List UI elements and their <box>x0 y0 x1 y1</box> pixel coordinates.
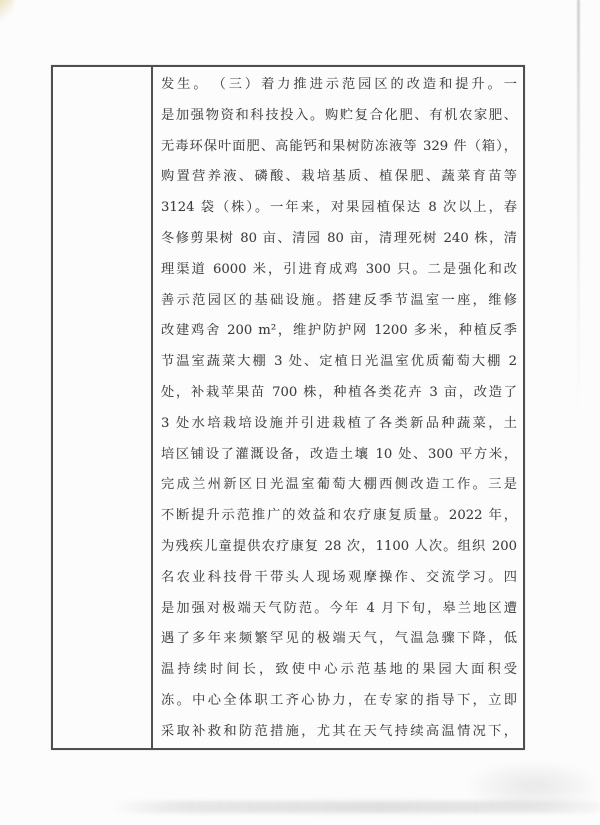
document-text-line: 善示范园区的基础设施。搭建反季节温室一座，维修 <box>161 292 517 308</box>
document-text-line: 采取补救和防范措施，尤其在天气持续高温情况下， <box>161 723 517 739</box>
document-text-line: 处，补栽苹果苗 700 株，种植各类花卉 3 亩，改造了 <box>161 384 517 400</box>
scan-artifact-bottom-right-shadow <box>468 762 598 810</box>
document-text-line: 3 处水培栽培设施并引进栽植了各类新品种蔬菜，土 <box>161 415 517 431</box>
document-table <box>51 65 525 750</box>
document-text-line: 温持续时间长，致使中心示范基地的果园大面积受 <box>161 662 517 678</box>
document-text-line: 3124 袋（株）。一年来，对果园植保达 8 次以上，春 <box>161 200 517 216</box>
table-text-cell <box>153 67 523 748</box>
document-text-line: 完成兰州新区日光温室葡萄大棚西侧改造工作。三是 <box>161 477 517 493</box>
document-text-line: 是加强物资和科技投入。购贮复合化肥、有机农家肥、 <box>161 107 517 123</box>
document-text-line: 理渠道 6000 米，引进育成鸡 300 只。二是强化和改 <box>161 261 517 277</box>
document-text-line: 为残疾儿童提供农疗康复 28 次，1100 人次。组织 200 <box>161 538 517 554</box>
document-text-line: 节温室蔬菜大棚 3 处、定植日光温室优质葡萄大棚 2 <box>161 354 517 370</box>
document-text-line: 冻。中心全体职工齐心协力，在专家的指导下，立即 <box>161 692 517 708</box>
document-text-line: 培区铺设了灌溉设备，改造土壤 10 处、300 平方米， <box>161 446 517 462</box>
text-lines-container <box>161 70 517 748</box>
document-text-line: 改建鸡舍 200 m²，维护防护网 1200 多米，种植反季 <box>161 323 517 339</box>
document-text-line: 名农业科技骨干带头人现场观摩操作、交流学习。四 <box>161 569 517 585</box>
table-left-column-empty <box>53 67 153 748</box>
document-text-line: 不断提升示范推广的效益和农疗康复质量。2022 年， <box>161 508 517 524</box>
scan-artifact-corner-mark <box>0 0 14 21</box>
document-text-line: 冬修剪果树 80 亩、清园 80 亩，清理死树 240 株，清 <box>161 230 517 246</box>
document-text-line: 发生。 （三）着力推进示范园区的改造和提升。一 <box>161 77 517 92</box>
scan-artifact-bottom-shadow <box>110 801 600 813</box>
document-text-line: 遇了多年来频繁罕见的极端天气，气温急骤下降，低 <box>161 631 517 647</box>
document-text-line: 购置营养液、磷酸、栽培基质、植保肥、蔬菜育苗等 <box>161 169 517 185</box>
document-text-line: 无毒环保叶面肥、高能钙和果树防冻液等 329 件（箱）， <box>161 138 517 154</box>
scan-artifact-right-edge-shadow <box>577 0 580 420</box>
document-text-line: 是加强对极端天气防范。今年 4 月下旬，皋兰地区遭 <box>161 600 517 616</box>
